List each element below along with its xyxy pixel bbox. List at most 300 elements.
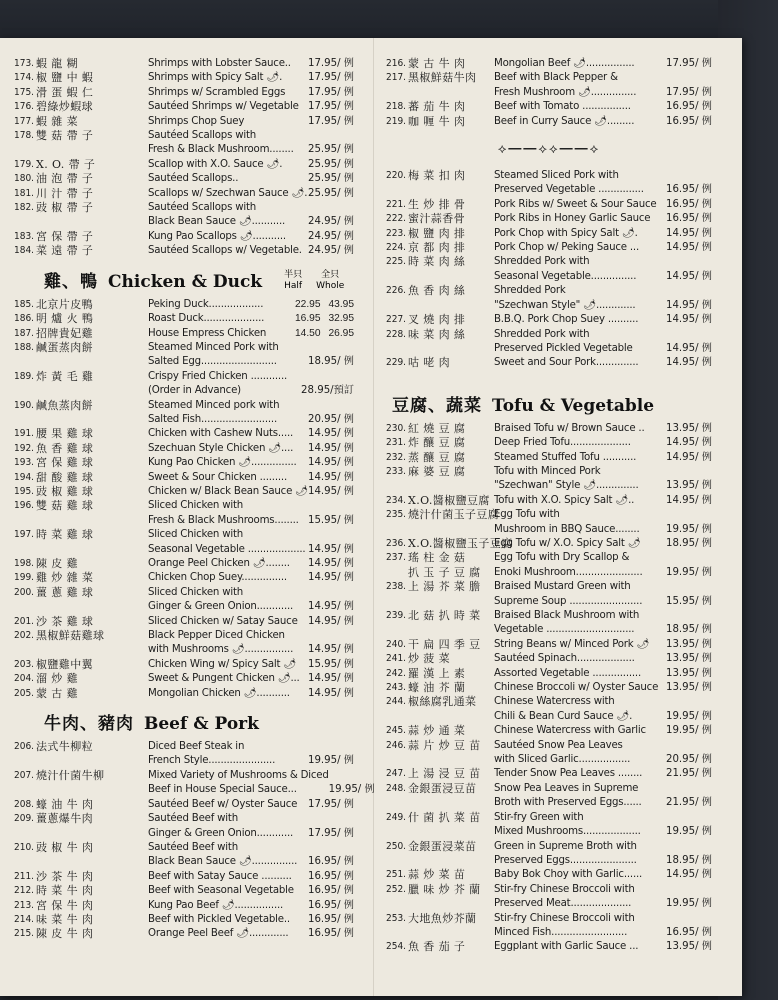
item-name-zh: 椒 鹽 中 蝦	[36, 71, 94, 85]
menu-item	[14, 244, 354, 258]
menu-item	[14, 485, 354, 499]
item-name-line: Shredded Pork with	[494, 256, 590, 268]
item-name-en	[494, 465, 666, 494]
item-price: 16.95/ 例	[665, 213, 712, 225]
menu-item	[14, 798, 354, 812]
item-number: 196.	[14, 500, 35, 512]
menu-item	[14, 629, 354, 658]
item-number: 233.	[386, 465, 407, 477]
menu-item	[386, 313, 712, 327]
item-number: 226.	[386, 285, 407, 297]
item-name-en	[494, 227, 666, 241]
item-name-en	[494, 811, 666, 840]
item-name-line: Chicken Wing w/ Spicy Salt 🌶	[148, 658, 297, 670]
menu-item	[386, 868, 712, 882]
item-name-line: Tofu with X.O. Spicy Salt 🌶..	[494, 494, 635, 506]
item-price: 14.95/ 例	[665, 451, 712, 463]
item-name-en	[494, 739, 666, 768]
item-price: 18.95/ 例	[307, 356, 354, 368]
item-name-zh: 瑤 柱 金 菇	[408, 551, 466, 565]
item-price: 14.95/ 例	[665, 494, 712, 506]
menu-item	[386, 241, 712, 255]
item-name-en	[148, 913, 308, 927]
whole-en: Whole	[316, 280, 345, 291]
item-name-line: Steamed Sliced Pork with	[494, 170, 619, 182]
item-price: 19.95/ 例	[665, 523, 712, 535]
item-price-half: 14.50	[295, 327, 321, 339]
item-price: 16.95/ 例	[307, 913, 354, 925]
menu-item	[14, 427, 354, 441]
item-price: 14.95/ 例	[665, 299, 712, 311]
item-name-line: "Szechwan" Style 🌶..............	[494, 480, 639, 492]
menu-item	[386, 912, 712, 941]
item-price: 18.95/ 例	[665, 537, 712, 549]
menu-item	[386, 451, 712, 465]
item-name-line: Seasonal Vegetable...............	[494, 270, 637, 282]
menu-item	[14, 100, 354, 114]
item-name-en	[494, 422, 666, 436]
item-name-zh: 滑 蛋 蝦 仁	[36, 85, 94, 99]
item-name-zh: 沙 茶 牛 肉	[36, 869, 94, 883]
item-price: 13.95/ 例	[665, 682, 712, 694]
menu-item	[14, 327, 354, 341]
left-column	[14, 57, 375, 942]
item-name-line: Preserved Meat....................	[494, 898, 632, 910]
menu-item	[386, 328, 712, 357]
menu-item	[386, 115, 712, 129]
item-name-line: Snow Pea Leaves in Supreme	[494, 782, 639, 794]
item-name-line: Ginger & Green Onion............	[148, 827, 294, 839]
item-name-en	[494, 212, 666, 226]
item-price: 21.95/ 例	[665, 797, 712, 809]
item-name-zh: 雙 菇 雞 球	[36, 499, 94, 513]
item-number: 208.	[14, 798, 35, 810]
item-price: 16.95/ 例	[665, 926, 712, 938]
item-number: 216.	[386, 58, 407, 69]
item-name-zh: 川 汁 帶 子	[36, 186, 94, 200]
item-number: 192.	[14, 442, 35, 454]
item-name-line: Braised Black Mushroom with	[494, 610, 640, 621]
item-name-zh: 炸 黃 毛 雞	[36, 369, 94, 383]
item-name-line: Vegetable .............................	[494, 624, 635, 636]
item-name-zh: 蒜 炒 菜 苗	[408, 868, 466, 882]
item-price-whole: 43.95	[328, 298, 354, 310]
item-price: 13.95/ 例	[665, 638, 712, 650]
item-number: 239.	[386, 610, 407, 621]
item-number: 241.	[386, 653, 407, 665]
menu-item	[386, 422, 712, 436]
item-name-en	[148, 158, 308, 172]
item-name-en	[494, 566, 666, 580]
item-price: 28.95/預訂	[301, 385, 354, 397]
item-number: 173.	[14, 58, 35, 69]
item-name-zh: 蕃 茄 牛 肉	[408, 100, 466, 114]
item-name-line: Chicken with Cashew Nuts.....	[148, 428, 294, 440]
item-price: 19.95/ 例	[665, 725, 712, 737]
item-name-en	[148, 571, 308, 585]
ornament-divider: ⟡━━⟡⟡━━⟡	[497, 141, 601, 157]
item-number: 180.	[14, 173, 35, 185]
item-number: 219.	[386, 115, 407, 127]
item-name-en	[148, 71, 308, 85]
item-price: 14.95/ 例	[307, 615, 354, 627]
item-number: 209.	[14, 813, 35, 825]
item-number: 218.	[386, 101, 407, 113]
item-name-en	[494, 840, 666, 869]
item-name-zh: 椒 鹽 肉 排	[408, 226, 466, 240]
item-number: 229.	[386, 357, 407, 369]
item-name-line: Beef in Curry Sauce 🌶.........	[494, 115, 635, 127]
item-price: 14.95/ 例	[307, 442, 354, 454]
item-number: 175.	[14, 86, 35, 98]
menu-item	[386, 227, 712, 241]
menu-item	[386, 739, 712, 768]
item-number: 177.	[14, 115, 35, 127]
item-name-zh: 扒 玉 子 豆 腐	[408, 565, 481, 579]
item-name-line: Sliced Chicken with	[148, 586, 244, 598]
item-number: 174.	[14, 72, 35, 84]
item-number: 230.	[386, 422, 407, 434]
item-name-zh: 明 爐 火 鴨	[36, 312, 94, 326]
item-name-line: Kung Pao Scallops 🌶...........	[148, 230, 286, 242]
item-price: 14.95/ 例	[307, 428, 354, 440]
item-number: 252.	[386, 883, 407, 895]
item-name-line: Scallops w/ Szechwan Sauce 🌶.	[148, 187, 308, 199]
item-name-zh: 菜 遠 帶 子	[36, 244, 94, 258]
item-name-en	[494, 912, 666, 941]
item-name-en	[148, 298, 295, 312]
item-number: 222.	[386, 213, 407, 225]
item-name-en	[148, 100, 308, 114]
item-number: 253.	[386, 912, 407, 924]
item-number: 198.	[14, 558, 35, 569]
item-name-line: Chicken Chop Suey...............	[148, 572, 287, 584]
item-name-line: Beef with Tomato ................	[494, 101, 631, 113]
menu-item	[14, 456, 354, 470]
item-price: 24.95/ 例	[307, 230, 354, 242]
item-name-en	[148, 471, 308, 485]
item-name-zh: 金銀蛋浸菜苗	[408, 839, 477, 853]
item-name-zh: 陳 皮 牛 肉	[36, 927, 94, 941]
item-name-line: Shrimps w/ Scrambled Eggs	[148, 86, 286, 98]
menu-item	[386, 811, 712, 840]
section-title-zh: 豆腐、蔬菜	[392, 395, 482, 416]
item-number: 211.	[14, 870, 35, 882]
item-number: 251.	[386, 869, 407, 881]
item-name-line: Fresh Mushroom 🌶...............	[494, 86, 637, 98]
tofu-vegetable-heading	[386, 391, 712, 416]
menu-item	[386, 436, 712, 450]
item-price: 16.95/ 例	[307, 899, 354, 911]
item-name-zh: 蝦 雜 菜	[36, 114, 78, 128]
item-price: 16.95/ 例	[307, 870, 354, 882]
item-name-line: Preserved Vegetable ...............	[494, 184, 644, 196]
item-name-en	[148, 615, 308, 629]
menu-item	[14, 115, 354, 129]
item-name-zh: 什 菌 扒 菜 苗	[408, 810, 481, 824]
item-number: 200.	[14, 586, 35, 598]
item-name-zh: 干 扁 四 季 豆	[408, 637, 481, 651]
item-name-line: Kung Pao Beef 🌶................	[148, 899, 284, 911]
menu-item	[386, 695, 712, 724]
item-name-en	[494, 724, 666, 738]
item-name-line: Peking Duck..................	[148, 298, 264, 310]
menu-item	[386, 638, 712, 652]
item-name-line: String Beans w/ Minced Pork 🌶	[494, 638, 650, 650]
menu-item	[386, 508, 712, 537]
item-name-zh: 宮 保 帶 子	[36, 229, 94, 243]
item-name-line: Sautéed Snow Pea Leaves	[494, 739, 623, 751]
item-price: 24.95/ 例	[307, 216, 354, 228]
item-name-line: Stir-fry Chinese Broccoli with	[494, 883, 635, 895]
menu-item	[386, 71, 712, 100]
item-name-en	[148, 244, 308, 258]
item-price: 14.95/ 例	[307, 644, 354, 656]
menu-item	[14, 913, 354, 927]
item-number: 214.	[14, 913, 35, 925]
item-name-zh: 時 菜 肉 絲	[408, 255, 466, 269]
item-number: 194.	[14, 471, 35, 483]
menu-item	[386, 284, 712, 313]
item-name-line: B.B.Q. Pork Chop Suey ..........	[494, 314, 639, 326]
item-name-line: Supreme Soup ........................	[494, 595, 643, 607]
item-name-zh: 燒汁什菌牛柳	[36, 768, 105, 782]
item-name-line: Stir-fry Green with	[494, 811, 584, 823]
item-name-zh: X. O. 帶 子	[36, 157, 96, 171]
menu-item	[386, 580, 712, 609]
menu-item	[386, 198, 712, 212]
item-name-en	[494, 652, 666, 666]
item-name-zh: 炸 釀 豆 腐	[408, 436, 466, 450]
item-name-line: Sliced Chicken w/ Satay Sauce	[148, 615, 298, 627]
item-name-zh: 豉 椒 帶 子	[36, 201, 94, 215]
item-name-line: Mushroom in BBQ Sauce........	[494, 523, 640, 535]
item-number: 220.	[386, 170, 407, 182]
item-name-en	[148, 327, 295, 341]
item-price: 14.95/ 例	[665, 314, 712, 326]
item-price: 14.95/ 例	[307, 457, 354, 469]
item-name-en	[494, 255, 666, 284]
item-price: 24.95/ 例	[307, 245, 354, 257]
item-number: 231.	[386, 437, 407, 449]
item-name-en	[494, 508, 666, 537]
item-name-en	[494, 883, 666, 912]
item-prices	[295, 312, 354, 326]
item-name-line: Tender Snow Pea Leaves ........	[494, 768, 643, 780]
item-name-line: Mixed Variety of Mushrooms & Diced	[148, 769, 329, 781]
half-en: Half	[284, 280, 303, 291]
item-name-line: Chinese Watercress with Garlic	[494, 725, 646, 737]
item-name-line: Broth with Preserved Eggs......	[494, 797, 642, 809]
item-name-en	[148, 86, 308, 100]
item-name-zh: 北 菇 扒 時 菜	[408, 609, 481, 622]
menu-item	[14, 884, 354, 898]
item-name-en	[494, 580, 666, 609]
menu-item	[386, 57, 712, 71]
item-name-line: Roast Duck....................	[148, 313, 265, 325]
item-name-zh: 碧綠炒蝦球	[36, 100, 93, 114]
menu-item	[14, 187, 354, 201]
menu-item	[14, 870, 354, 884]
menu-item	[14, 298, 354, 312]
item-name-zh: 魚 香 茄 子	[408, 940, 466, 954]
item-name-zh: 雙 菇 帶 子	[36, 129, 94, 143]
item-price: 14.95/ 例	[665, 227, 712, 239]
item-price: 15.95/ 例	[307, 658, 354, 670]
menu-item	[14, 672, 354, 686]
item-number: 184.	[14, 245, 35, 257]
item-number: 181.	[14, 187, 35, 199]
item-name-line: Sautéed Shrimps w/ Vegetable	[148, 101, 299, 113]
item-name-zh: 蒸 釀 豆 腐	[408, 450, 466, 464]
item-number: 236.	[386, 537, 407, 549]
item-name-zh: 雞 炒 雜 菜	[36, 571, 94, 585]
menu-item	[14, 399, 354, 428]
item-price: 14.95/ 例	[665, 869, 712, 881]
item-name-line: Deep Fried Tofu....................	[494, 437, 631, 449]
item-number: 202.	[14, 630, 35, 642]
item-name-zh: 椒鹽雞中翼	[36, 657, 93, 671]
item-name-line: Stir-fry Chinese Broccoli with	[494, 912, 635, 924]
menu-item	[14, 899, 354, 913]
menu-item	[386, 100, 712, 114]
item-name-zh: 羅 漢 上 素	[408, 666, 466, 680]
item-price: 16.95/ 例	[665, 184, 712, 196]
item-number: 193.	[14, 457, 35, 469]
item-number: 197.	[14, 529, 35, 541]
item-name-zh: 豉 椒 雞 球	[36, 484, 94, 498]
item-name-en	[148, 201, 308, 230]
item-number: 250.	[386, 840, 407, 852]
item-number: 179.	[14, 158, 35, 170]
menu-item	[14, 442, 354, 456]
item-name-line: Beef in House Special Sauce...	[148, 784, 297, 796]
item-name-zh: 上 湯 芥 菜 膽	[408, 580, 481, 594]
menu-item	[14, 172, 354, 186]
item-name-line: Sautéed Scallops..	[148, 173, 239, 185]
item-number: 240.	[386, 638, 407, 650]
item-name-en	[148, 485, 308, 499]
item-name-line: Eggplant with Garlic Sauce ...	[494, 941, 639, 953]
item-name-zh: 咖 喱 牛 肉	[408, 114, 466, 128]
item-number: 246.	[386, 739, 407, 751]
item-name-en	[494, 638, 666, 652]
item-name-en	[148, 884, 308, 898]
menu-item	[386, 767, 712, 781]
item-name-en	[494, 284, 666, 313]
item-number: 176.	[14, 101, 35, 113]
right-column	[386, 57, 712, 955]
item-name-en	[494, 356, 666, 370]
item-price-whole: 26.95	[328, 327, 354, 339]
item-price: 19.95/ 例	[665, 898, 712, 910]
item-name-line: Sautéed Beef with	[148, 841, 238, 853]
item-name-en	[494, 551, 712, 565]
item-name-en	[148, 927, 308, 941]
item-name-zh: 魚 香 肉 絲	[408, 284, 466, 298]
half-label	[284, 270, 302, 292]
item-name-en	[148, 312, 295, 326]
item-price: 17.95/ 例	[307, 827, 354, 839]
menu-item	[14, 740, 354, 769]
item-name-zh: 宮 保 牛 肉	[36, 898, 94, 912]
item-name-en	[494, 451, 666, 465]
item-number: 187.	[14, 327, 35, 339]
menu-item	[386, 255, 712, 284]
menu-item	[14, 129, 354, 158]
item-name-zh: 蠔 油 芥 蘭	[408, 681, 466, 695]
item-price: 16.95/ 例	[307, 928, 354, 940]
item-name-line: Mongolian Beef 🌶................	[494, 58, 635, 69]
menu-page	[0, 38, 742, 996]
section-title-en: Chicken & Duck	[108, 271, 263, 292]
menu-item	[14, 471, 354, 485]
chicken-duck-heading	[14, 267, 354, 292]
beef-pork-heading	[14, 709, 354, 734]
item-name-line: Egg Tofu with Dry Scallop &	[494, 552, 630, 564]
item-number: 254.	[386, 941, 407, 953]
item-name-line: Salted Fish.........................	[148, 413, 277, 425]
item-number: 205.	[14, 687, 35, 699]
item-name-zh: 蜜汁蒜香骨	[408, 212, 465, 226]
menu-item	[386, 356, 712, 370]
item-name-line: Steamed Minced Pork with	[148, 341, 279, 353]
item-price: 14.95/ 例	[665, 357, 712, 369]
item-name-line: Mongolian Chicken 🌶...........	[148, 687, 290, 699]
item-name-zh: 京 都 肉 排	[408, 241, 466, 255]
item-name-line: House Empress Chicken	[148, 327, 267, 339]
item-name-line: Sautéed Beef with	[148, 813, 238, 825]
menu-item	[386, 681, 712, 695]
item-price: 13.95/ 例	[665, 667, 712, 679]
item-name-en	[148, 629, 308, 658]
item-price-half: 22.95	[295, 298, 321, 310]
section-title-en: Tofu & Vegetable	[492, 395, 655, 416]
item-price: 19.95/ 例	[307, 755, 354, 767]
item-price: 17.95/ 例	[307, 72, 354, 84]
item-number: 183.	[14, 230, 35, 242]
item-name-en	[494, 782, 666, 811]
menu-item	[386, 940, 712, 954]
item-name-en	[494, 198, 666, 212]
item-number: 232.	[386, 451, 407, 463]
menu-item	[386, 652, 712, 666]
menu-item	[386, 782, 712, 811]
item-name-zh: 味 菜 肉 絲	[408, 327, 466, 341]
menu-item	[14, 86, 354, 100]
item-price: 19.95/ 例	[328, 784, 375, 796]
item-price: 16.95/ 例	[665, 101, 712, 113]
menu-item	[386, 609, 712, 638]
item-price: 14.95/ 例	[665, 437, 712, 449]
item-name-zh: 油 泡 帶 子	[36, 172, 94, 186]
item-name-en	[148, 57, 308, 71]
item-name-zh: 上 湯 浸 豆 苗	[408, 767, 481, 781]
item-name-line: Pork Ribs in Honey Garlic Sauce	[494, 213, 651, 225]
item-number: 213.	[14, 899, 35, 911]
item-name-en	[148, 399, 308, 428]
item-name-zh: 蒜 炒 通 菜	[408, 724, 466, 738]
item-name-line: (Order in Advance)	[148, 385, 241, 397]
item-name-zh: 時 菜 牛 肉	[36, 884, 94, 898]
item-name-line: Salted Egg.........................	[148, 356, 277, 368]
item-name-line: Sweet & Pungent Chicken 🌶...	[148, 673, 300, 685]
beef-list	[14, 740, 375, 942]
item-name-zh: 味 菜 牛 肉	[36, 912, 94, 926]
item-price: 16.95/ 例	[665, 115, 712, 127]
item-name-zh: 豉 椒 牛 肉	[36, 840, 94, 854]
item-name-line: Fresh & Black Mushrooms........	[148, 514, 299, 526]
